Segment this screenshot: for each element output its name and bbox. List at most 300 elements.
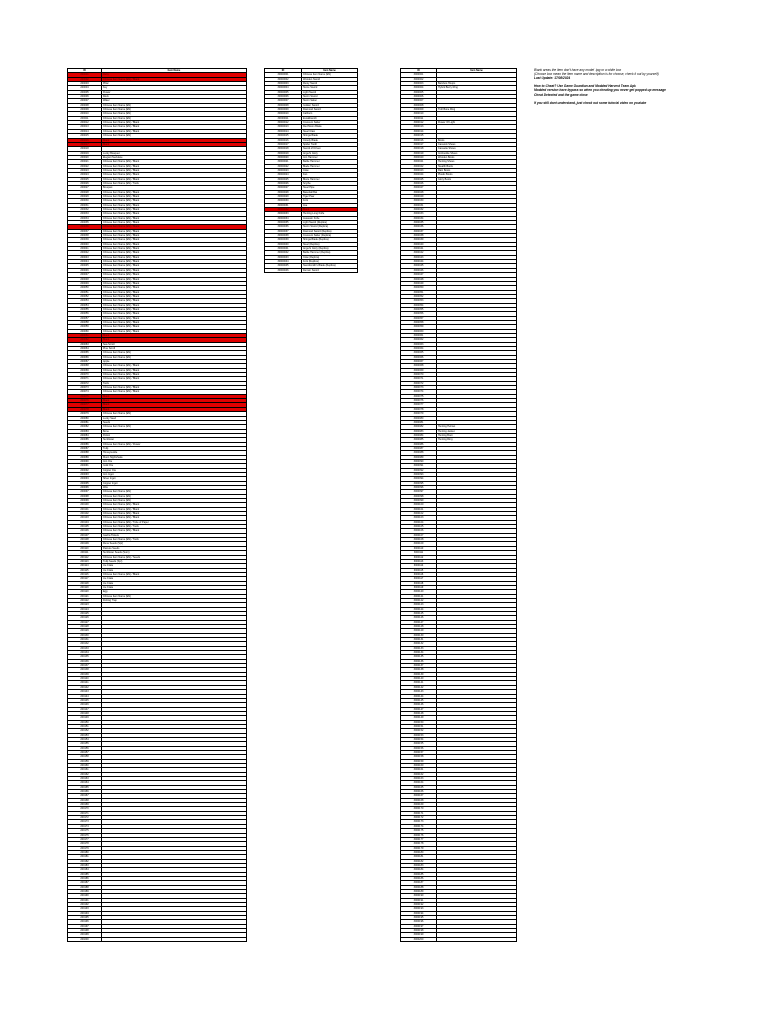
item-name-cell[interactable]: Chinese Item Name (EN) xyxy=(302,73,358,77)
item-id-cell[interactable]: 3000009 xyxy=(401,108,437,112)
item-id-cell[interactable]: 30000013 xyxy=(265,125,302,129)
item-name-cell[interactable]: Battle Hammer xyxy=(302,160,358,164)
item-id-cell[interactable]: 200036 xyxy=(68,225,102,229)
item-name-cell[interactable]: Angel's Glory (Replica) xyxy=(302,247,358,251)
item-name-cell[interactable]: Troll Bone Ring xyxy=(437,108,517,112)
item-name-cell[interactable]: Bouquet xyxy=(102,186,247,190)
item-name-cell[interactable]: Fan xyxy=(302,173,358,177)
item-id-cell[interactable]: 200034 xyxy=(68,216,102,220)
item-name-cell[interactable]: Chinese Item Name (EN) xyxy=(102,499,247,503)
item-id-cell[interactable]: 200136 xyxy=(68,659,102,663)
item-id-cell[interactable]: 200057 xyxy=(68,316,102,320)
item-name-cell[interactable]: Chinese Item Name (EN) / Blank xyxy=(102,160,247,164)
item-name-cell[interactable]: Chinese Item Name (EN) / Blank xyxy=(102,125,247,129)
item-id-cell[interactable]: 30000043 xyxy=(265,255,302,259)
item-id-cell[interactable]: 3000127 xyxy=(401,620,437,624)
item-id-cell[interactable]: 200025 xyxy=(68,177,102,181)
item-id-cell[interactable]: 3000073 xyxy=(401,386,437,390)
item-id-cell[interactable]: 200128 xyxy=(68,625,102,629)
item-id-cell[interactable]: 3000131 xyxy=(401,638,437,642)
item-id-cell[interactable]: 200006 xyxy=(68,95,102,99)
item-id-cell[interactable]: 200055 xyxy=(68,307,102,311)
item-id-cell[interactable]: 3000193 xyxy=(401,907,437,911)
item-name-cell[interactable]: Blank xyxy=(102,138,247,142)
item-name-cell[interactable]: Chinese Item Name (EN) / Blank xyxy=(102,516,247,520)
item-id-cell[interactable]: 3000166 xyxy=(401,790,437,794)
item-id-cell[interactable]: 200143 xyxy=(68,690,102,694)
item-id-cell[interactable]: 200011 xyxy=(68,116,102,120)
item-id-cell[interactable]: 3000123 xyxy=(401,603,437,607)
item-name-cell[interactable]: Bamboo Hoops xyxy=(437,82,517,86)
item-id-cell[interactable]: 3000049 xyxy=(401,281,437,285)
item-id-cell[interactable]: 200071 xyxy=(68,377,102,381)
item-name-cell[interactable]: Chinese Item Name (EN) / Blank xyxy=(102,164,247,168)
item-name-cell[interactable]: Storm Sword (Replica) xyxy=(302,225,358,229)
item-id-cell[interactable]: 200032 xyxy=(68,208,102,212)
item-name-cell[interactable]: Excalibaruth xyxy=(302,116,358,120)
item-name-cell[interactable]: Copper Ore xyxy=(102,468,247,472)
item-name-cell[interactable]: Ice Crate xyxy=(102,585,247,589)
item-id-cell[interactable]: 3000192 xyxy=(401,903,437,907)
item-id-cell[interactable]: 3000066 xyxy=(401,355,437,359)
item-name-cell[interactable]: Pine Scroll xyxy=(102,347,247,351)
item-id-cell[interactable]: 3000136 xyxy=(401,659,437,663)
item-name-cell[interactable]: Cassette Shoes xyxy=(437,147,517,151)
item-id-cell[interactable]: 3000074 xyxy=(401,390,437,394)
item-name-cell[interactable]: Tulip Seeds (Spr) xyxy=(102,559,247,563)
item-id-cell[interactable]: 3000162 xyxy=(401,772,437,776)
item-id-cell[interactable]: 200102 xyxy=(68,512,102,516)
item-id-cell[interactable]: 200039 xyxy=(68,238,102,242)
item-id-cell[interactable]: 200153 xyxy=(68,733,102,737)
item-id-cell[interactable]: 200144 xyxy=(68,694,102,698)
item-name-cell[interactable]: Chinese Item Name (EN) / Blank xyxy=(102,329,247,333)
item-name-cell[interactable]: Chinese Item Name (EN) / Blank xyxy=(102,173,247,177)
item-id-cell[interactable]: 200182 xyxy=(68,859,102,863)
item-id-cell[interactable]: 3000172 xyxy=(401,816,437,820)
item-id-cell[interactable]: 200003 xyxy=(68,82,102,86)
item-name-cell[interactable]: Chinese Item Name (EN) / Tube of Paper xyxy=(102,520,247,524)
item-id-cell[interactable]: 3000059 xyxy=(401,325,437,329)
item-name-cell[interactable]: Hunting Long Knife xyxy=(302,212,358,216)
item-id-cell[interactable]: 200038 xyxy=(68,234,102,238)
item-name-cell[interactable]: Chinese Item Name (EN) / Blank xyxy=(102,199,247,203)
item-name-cell[interactable]: Copper Ingot xyxy=(102,481,247,485)
item-id-cell[interactable]: 200134 xyxy=(68,651,102,655)
item-id-cell[interactable]: 30000042 xyxy=(265,251,302,255)
item-id-cell[interactable]: 200024 xyxy=(68,173,102,177)
item-name-cell[interactable]: Lucky Bouquet xyxy=(102,151,247,155)
item-id-cell[interactable]: 200007 xyxy=(68,99,102,103)
item-id-cell[interactable]: 200113 xyxy=(68,559,102,563)
item-id-cell[interactable]: 3000150 xyxy=(401,720,437,724)
item-id-cell[interactable]: 3000099 xyxy=(401,499,437,503)
item-id-cell[interactable]: 200009 xyxy=(68,108,102,112)
item-id-cell[interactable]: 200022 xyxy=(68,164,102,168)
item-id-cell[interactable]: 3000003 xyxy=(401,82,437,86)
item-name-cell[interactable]: Storm Sword xyxy=(302,95,358,99)
item-id-cell[interactable]: 3000005 xyxy=(401,90,437,94)
item-name-cell[interactable]: Seeds xyxy=(102,420,247,424)
item-id-cell[interactable]: 200097 xyxy=(68,490,102,494)
item-id-cell[interactable]: 30000017 xyxy=(265,142,302,146)
item-id-cell[interactable]: 200159 xyxy=(68,759,102,763)
item-name-cell[interactable]: Shinga Blade xyxy=(302,134,358,138)
item-id-cell[interactable]: 3000031 xyxy=(401,203,437,207)
item-id-cell[interactable]: 3000198 xyxy=(401,929,437,933)
item-id-cell[interactable]: 3000197 xyxy=(401,924,437,928)
item-id-cell[interactable]: 200041 xyxy=(68,247,102,251)
item-id-cell[interactable]: 3000121 xyxy=(401,594,437,598)
item-id-cell[interactable]: 3000146 xyxy=(401,703,437,707)
item-id-cell[interactable]: 3000036 xyxy=(401,225,437,229)
item-id-cell[interactable]: 3000100 xyxy=(401,503,437,507)
item-id-cell[interactable]: 200035 xyxy=(68,221,102,225)
item-name-cell[interactable]: Elegant Necklace xyxy=(102,155,247,159)
item-id-cell[interactable]: 200079 xyxy=(68,412,102,416)
item-id-cell[interactable]: 200133 xyxy=(68,646,102,650)
item-id-cell[interactable]: 3000143 xyxy=(401,690,437,694)
item-name-cell[interactable]: Chinese Item Name (EN) / Blank xyxy=(102,281,247,285)
item-name-cell[interactable]: Swordsmith's Blade (Replica) xyxy=(302,264,358,268)
item-name-cell[interactable]: Honeysuckle xyxy=(102,451,247,455)
item-name-cell[interactable]: Key xyxy=(102,86,247,90)
item-id-cell[interactable]: 3000164 xyxy=(401,781,437,785)
item-name-cell[interactable]: Rune Seeds (Spr) xyxy=(102,542,247,546)
item-id-cell[interactable]: 200008 xyxy=(68,103,102,107)
item-id-cell[interactable]: 3000183 xyxy=(401,863,437,867)
item-id-cell[interactable]: 3000200 xyxy=(401,937,437,941)
item-id-cell[interactable]: 30000008 xyxy=(265,103,302,107)
item-name-cell[interactable]: Chinese Item Name (EN) / Blank xyxy=(102,290,247,294)
item-id-cell[interactable]: 30000021 xyxy=(265,160,302,164)
item-id-cell[interactable]: 200053 xyxy=(68,299,102,303)
item-id-cell[interactable]: 200021 xyxy=(68,160,102,164)
item-id-cell[interactable]: 3000135 xyxy=(401,655,437,659)
item-name-cell[interactable]: Chinese Item Name (EN) / Blank xyxy=(102,286,247,290)
item-id-cell[interactable]: 3000113 xyxy=(401,559,437,563)
item-id-cell[interactable]: 200078 xyxy=(68,407,102,411)
item-name-cell[interactable]: Diamond Sword xyxy=(302,108,358,112)
item-id-cell[interactable]: 200187 xyxy=(68,881,102,885)
item-name-cell[interactable] xyxy=(102,937,247,941)
item-id-cell[interactable]: 30000045 xyxy=(265,264,302,268)
item-name-cell[interactable]: Chinese Item Name (EN) / Blank xyxy=(102,277,247,281)
item-id-cell[interactable]: 30000012 xyxy=(265,121,302,125)
item-id-cell[interactable]: 200063 xyxy=(68,342,102,346)
item-id-cell[interactable]: 200054 xyxy=(68,303,102,307)
item-id-cell[interactable]: 200190 xyxy=(68,894,102,898)
item-id-cell[interactable]: 200018 xyxy=(68,147,102,151)
item-id-cell[interactable]: 200195 xyxy=(68,916,102,920)
item-id-cell[interactable]: 200095 xyxy=(68,481,102,485)
item-id-cell[interactable]: 3000149 xyxy=(401,716,437,720)
item-id-cell[interactable]: 200189 xyxy=(68,889,102,893)
item-id-cell[interactable]: 3000165 xyxy=(401,785,437,789)
item-id-cell[interactable]: 30000034 xyxy=(265,216,302,220)
item-name-cell[interactable]: Chinese Item Name (EN) / Blank xyxy=(102,242,247,246)
item-id-cell[interactable]: 30000026 xyxy=(265,181,302,185)
item-id-cell[interactable]: 3000069 xyxy=(401,368,437,372)
item-id-cell[interactable]: 200157 xyxy=(68,750,102,754)
item-name-cell[interactable]: Steel Pipe xyxy=(302,186,358,190)
item-name-cell[interactable]: Chinese Item Name (EN) / Blank xyxy=(102,208,247,212)
item-id-cell[interactable]: 200109 xyxy=(68,542,102,546)
item-id-cell[interactable]: 3000021 xyxy=(401,160,437,164)
item-id-cell[interactable]: 3000004 xyxy=(401,86,437,90)
item-id-cell[interactable]: 3000092 xyxy=(401,468,437,472)
item-name-cell[interactable]: Potion xyxy=(102,433,247,437)
item-id-cell[interactable]: 200020 xyxy=(68,155,102,159)
item-id-cell[interactable]: 3000095 xyxy=(401,481,437,485)
item-name-cell[interactable]: Lucky Seed xyxy=(102,416,247,420)
item-id-cell[interactable]: 30000022 xyxy=(265,164,302,168)
item-id-cell[interactable]: 200031 xyxy=(68,203,102,207)
item-id-cell[interactable]: 200027 xyxy=(68,186,102,190)
item-id-cell[interactable]: 200075 xyxy=(68,394,102,398)
item-name-cell[interactable]: Cassock Shoes xyxy=(437,142,517,146)
item-id-cell[interactable]: 3000051 xyxy=(401,290,437,294)
item-id-cell[interactable]: 200037 xyxy=(68,229,102,233)
item-id-cell[interactable]: 200122 xyxy=(68,598,102,602)
item-id-cell[interactable]: 3000199 xyxy=(401,933,437,937)
item-name-cell[interactable]: Chinese Item Name (EN) / Blank xyxy=(102,572,247,576)
item-id-cell[interactable]: 3000168 xyxy=(401,798,437,802)
item-id-cell[interactable]: 200100 xyxy=(68,503,102,507)
item-id-cell[interactable]: 200110 xyxy=(68,546,102,550)
item-id-cell[interactable]: 200127 xyxy=(68,620,102,624)
item-id-cell[interactable]: 30000033 xyxy=(265,212,302,216)
item-name-cell[interactable]: Claw (Replica) xyxy=(302,255,358,259)
item-name-cell[interactable]: Chinese Item Name (EN) / Blank xyxy=(102,529,247,533)
item-name-cell[interactable]: Chinese Item Name (EN) / Blank xyxy=(102,512,247,516)
item-name-cell[interactable]: Chinese Item Name (EN) / Tools xyxy=(102,181,247,185)
item-id-cell[interactable]: 3000117 xyxy=(401,577,437,581)
item-name-cell[interactable]: Hunting Shoes xyxy=(437,160,517,164)
item-name-cell[interactable]: Iron Ore xyxy=(102,459,247,463)
item-id-cell[interactable]: 200140 xyxy=(68,677,102,681)
item-name-cell[interactable]: Iron Ingot xyxy=(102,472,247,476)
item-id-cell[interactable]: 200125 xyxy=(68,611,102,615)
item-id-cell[interactable]: 3000002 xyxy=(401,77,437,81)
item-id-cell[interactable]: 3000044 xyxy=(401,260,437,264)
item-id-cell[interactable]: 3000156 xyxy=(401,746,437,750)
item-id-cell[interactable]: 200149 xyxy=(68,716,102,720)
item-id-cell[interactable]: 3000045 xyxy=(401,264,437,268)
item-id-cell[interactable]: 200044 xyxy=(68,260,102,264)
item-name-cell[interactable]: Chinese Item Name (EN) / Blank xyxy=(102,121,247,125)
item-id-cell[interactable]: 3000070 xyxy=(401,373,437,377)
item-name-cell[interactable]: Chinese Item Name (EN) / Blank xyxy=(102,190,247,194)
item-id-cell[interactable]: 200051 xyxy=(68,290,102,294)
item-id-cell[interactable]: 3000151 xyxy=(401,724,437,728)
item-name-cell[interactable]: Tiger Paw xyxy=(302,194,358,198)
item-id-cell[interactable]: 3000024 xyxy=(401,173,437,177)
item-name-cell[interactable]: Chinese Item Name (EN) / Blank xyxy=(102,294,247,298)
item-id-cell[interactable]: 3000019 xyxy=(401,151,437,155)
item-id-cell[interactable]: 200177 xyxy=(68,837,102,841)
item-id-cell[interactable]: 200145 xyxy=(68,698,102,702)
item-id-cell[interactable]: 3000028 xyxy=(401,190,437,194)
item-name-cell[interactable]: Chinese Item Name (EN) xyxy=(102,103,247,107)
item-id-cell[interactable]: 30000002 xyxy=(265,77,302,81)
item-id-cell[interactable]: 3000039 xyxy=(401,238,437,242)
item-id-cell[interactable]: 200178 xyxy=(68,842,102,846)
item-name-cell[interactable]: Moon Nightshade xyxy=(102,455,247,459)
item-name-cell[interactable]: Demon Sword xyxy=(302,268,358,272)
item-id-cell[interactable]: 3000109 xyxy=(401,542,437,546)
item-name-cell[interactable]: Chinese Item Name (EN) / Seeds xyxy=(102,555,247,559)
item-id-cell[interactable]: 200164 xyxy=(68,781,102,785)
item-name-cell[interactable]: Gacha Tickets xyxy=(102,533,247,537)
item-id-cell[interactable]: 200103 xyxy=(68,516,102,520)
item-id-cell[interactable]: 30000027 xyxy=(265,186,302,190)
item-id-cell[interactable]: 200091 xyxy=(68,464,102,468)
item-id-cell[interactable]: 3000034 xyxy=(401,216,437,220)
item-id-cell[interactable]: 3000063 xyxy=(401,342,437,346)
item-id-cell[interactable]: 3000108 xyxy=(401,538,437,542)
item-id-cell[interactable]: 3000077 xyxy=(401,403,437,407)
item-name-cell[interactable]: Chinese Item Name (EN) / Blank xyxy=(102,234,247,238)
item-id-cell[interactable]: 30000005 xyxy=(265,90,302,94)
item-id-cell[interactable]: 200176 xyxy=(68,833,102,837)
item-id-cell[interactable]: 200167 xyxy=(68,794,102,798)
item-id-cell[interactable]: 3000018 xyxy=(401,147,437,151)
item-id-cell[interactable]: 3000195 xyxy=(401,916,437,920)
item-id-cell[interactable]: 3000052 xyxy=(401,294,437,298)
item-id-cell[interactable]: 30000023 xyxy=(265,168,302,172)
item-id-cell[interactable]: 3000091 xyxy=(401,464,437,468)
item-name-cell[interactable]: Ice Crate xyxy=(102,581,247,585)
item-id-cell[interactable]: 3000062 xyxy=(401,338,437,342)
item-id-cell[interactable]: 30000006 xyxy=(265,95,302,99)
item-id-cell[interactable]: 30000028 xyxy=(265,190,302,194)
item-id-cell[interactable]: 200163 xyxy=(68,777,102,781)
item-id-cell[interactable]: 30000036 xyxy=(265,225,302,229)
item-name-cell[interactable]: Steel (Replica) xyxy=(302,242,358,246)
item-id-cell[interactable]: 200104 xyxy=(68,520,102,524)
item-id-cell[interactable]: 3000086 xyxy=(401,442,437,446)
item-id-cell[interactable]: 3000147 xyxy=(401,707,437,711)
item-id-cell[interactable]: 3000071 xyxy=(401,377,437,381)
item-name-cell[interactable]: Chinese Item Name (EN) / Blank xyxy=(102,368,247,372)
item-id-cell[interactable]: 30000041 xyxy=(265,247,302,251)
item-name-cell[interactable]: Chinese Item Name (EN) / Blank xyxy=(102,312,247,316)
item-id-cell[interactable]: 200173 xyxy=(68,820,102,824)
item-id-cell[interactable]: 200119 xyxy=(68,585,102,589)
item-id-cell[interactable]: 200101 xyxy=(68,507,102,511)
item-id-cell[interactable]: 200066 xyxy=(68,355,102,359)
item-id-cell[interactable]: 3000025 xyxy=(401,177,437,181)
item-id-cell[interactable]: 200013 xyxy=(68,125,102,129)
item-name-cell[interactable]: Wooden Boots xyxy=(437,155,517,159)
item-id-cell[interactable]: 3000061 xyxy=(401,333,437,337)
item-name-cell[interactable]: Axe xyxy=(302,203,358,207)
item-name-cell[interactable]: Tools xyxy=(102,381,247,385)
item-id-cell[interactable]: 30000004 xyxy=(265,86,302,90)
item-name-cell[interactable]: Flower Of Light xyxy=(437,121,517,125)
item-id-cell[interactable]: 200056 xyxy=(68,312,102,316)
item-id-cell[interactable]: 200047 xyxy=(68,273,102,277)
item-id-cell[interactable]: 200077 xyxy=(68,403,102,407)
item-id-cell[interactable]: 3000055 xyxy=(401,307,437,311)
item-id-cell[interactable]: 200131 xyxy=(68,638,102,642)
item-name-cell[interactable]: Chinese Item Name (EN) / Blank xyxy=(102,229,247,233)
item-id-cell[interactable]: 3000057 xyxy=(401,316,437,320)
item-id-cell[interactable]: 200030 xyxy=(68,199,102,203)
item-id-cell[interactable]: 3000029 xyxy=(401,194,437,198)
item-id-cell[interactable]: 200150 xyxy=(68,720,102,724)
item-id-cell[interactable]: 3000167 xyxy=(401,794,437,798)
item-id-cell[interactable]: 200106 xyxy=(68,529,102,533)
item-name-cell[interactable]: Chinese Item Name (EN) xyxy=(102,490,247,494)
item-name-cell[interactable]: Chinese Item Name (EN) xyxy=(102,116,247,120)
item-id-cell[interactable]: 3000190 xyxy=(401,894,437,898)
item-name-cell[interactable]: Fork (Replica) xyxy=(302,260,358,264)
item-name-cell[interactable]: Apple xyxy=(102,360,247,364)
item-id-cell[interactable]: 200116 xyxy=(68,572,102,576)
item-id-cell[interactable]: 200172 xyxy=(68,816,102,820)
item-name-cell[interactable]: Shinga Blade (Replica) xyxy=(302,238,358,242)
item-name-cell[interactable]: Chinese Item Name (EN) / Blank xyxy=(102,238,247,242)
item-id-cell[interactable]: 200160 xyxy=(68,764,102,768)
item-name-cell[interactable]: Chinese Item Name (EN) / Blank xyxy=(102,168,247,172)
item-id-cell[interactable]: 3000010 xyxy=(401,112,437,116)
item-id-cell[interactable]: 200082 xyxy=(68,425,102,429)
item-id-cell[interactable]: 3000097 xyxy=(401,490,437,494)
item-id-cell[interactable]: 3000116 xyxy=(401,572,437,576)
item-name-cell[interactable]: Chinese Item Name (EN) / Blank xyxy=(102,225,247,229)
item-name-cell[interactable]: Light Sword xyxy=(302,90,358,94)
item-id-cell[interactable]: 3000173 xyxy=(401,820,437,824)
item-id-cell[interactable]: 3000011 xyxy=(401,116,437,120)
item-id-cell[interactable]: 3000185 xyxy=(401,872,437,876)
item-id-cell[interactable]: 3000023 xyxy=(401,168,437,172)
item-id-cell[interactable]: 200147 xyxy=(68,707,102,711)
item-id-cell[interactable]: 3000134 xyxy=(401,651,437,655)
item-id-cell[interactable]: 3000106 xyxy=(401,529,437,533)
item-id-cell[interactable]: 3000027 xyxy=(401,186,437,190)
item-id-cell[interactable]: 200129 xyxy=(68,629,102,633)
item-id-cell[interactable]: 30000003 xyxy=(265,82,302,86)
item-name-cell[interactable]: Chinese Item Name (EN) / Blank xyxy=(102,303,247,307)
item-id-cell[interactable]: 200096 xyxy=(68,486,102,490)
item-id-cell[interactable]: 200126 xyxy=(68,616,102,620)
item-id-cell[interactable]: 200169 xyxy=(68,803,102,807)
item-id-cell[interactable]: 3000037 xyxy=(401,229,437,233)
item-id-cell[interactable]: 3000033 xyxy=(401,212,437,216)
item-id-cell[interactable]: 30000011 xyxy=(265,116,302,120)
item-id-cell[interactable]: 3000105 xyxy=(401,525,437,529)
item-id-cell[interactable]: 200089 xyxy=(68,455,102,459)
item-id-cell[interactable]: 3000178 xyxy=(401,842,437,846)
item-id-cell[interactable]: 3000133 xyxy=(401,646,437,650)
item-id-cell[interactable]: 3000153 xyxy=(401,733,437,737)
item-name-cell[interactable]: Storm Saber xyxy=(302,99,358,103)
item-id-cell[interactable]: 3000046 xyxy=(401,268,437,272)
item-name-cell[interactable]: Rain Boots xyxy=(437,168,517,172)
item-id-cell[interactable]: 200023 xyxy=(68,168,102,172)
item-id-cell[interactable]: 200090 xyxy=(68,459,102,463)
item-id-cell[interactable]: 3000050 xyxy=(401,286,437,290)
item-name-cell[interactable]: Chinese Item Name (EN) / Blank xyxy=(102,503,247,507)
item-id-cell[interactable]: 200193 xyxy=(68,907,102,911)
item-id-cell[interactable]: 3000196 xyxy=(401,920,437,924)
item-id-cell[interactable]: 3000177 xyxy=(401,837,437,841)
item-id-cell[interactable]: 200074 xyxy=(68,390,102,394)
item-id-cell[interactable]: 3000001 xyxy=(401,73,437,77)
item-name-cell[interactable]: Chinese Item Name (EN) / Tools xyxy=(102,525,247,529)
